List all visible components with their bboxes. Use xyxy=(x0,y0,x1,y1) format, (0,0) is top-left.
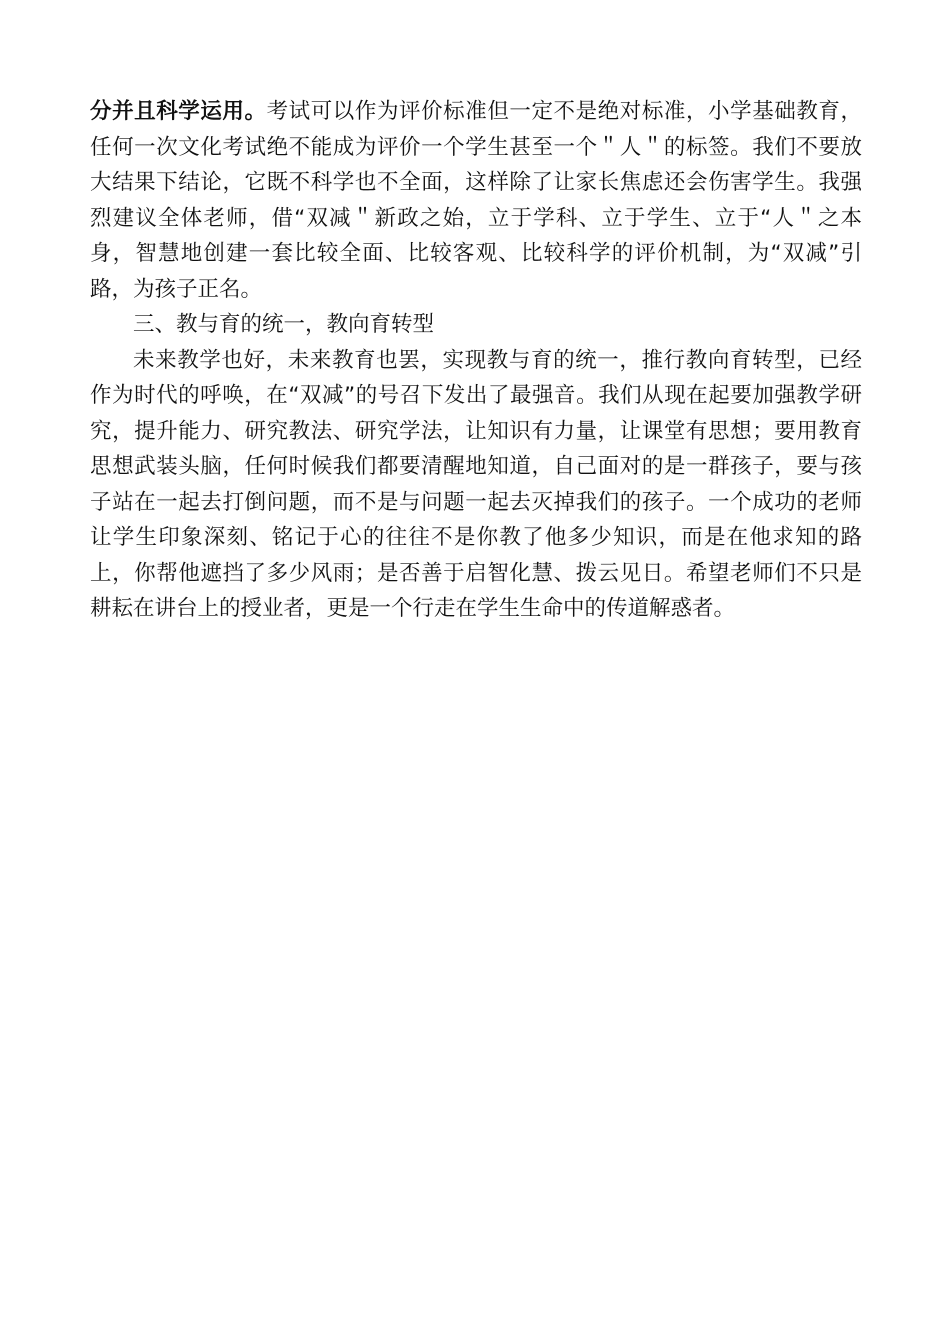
paragraph-evaluation-text: 考试可以作为评价标准但一定不是绝对标准，小学基础教育，任何一次文化考试绝不能成为评价一个学生甚至一个＂人＂的标签。我们不要放大结果下结论，它既不科学也不全面，这样除了让家长焦虑还会伤害学生。我强烈建议全体老师，借“双减＂新政之始，立于学科、立于学生、立于“人＂之本身，智慧地创建一套比较全面、比较客观、比较科学的评价机制，为“双减”引路，为孩子正名。 xyxy=(90,99,862,302)
section-heading-3: 三、教与育的统一，教向育转型 xyxy=(133,312,435,337)
paragraph-evaluation xyxy=(90,94,862,307)
bold-lead-text: 分并且科学运用。 xyxy=(90,99,267,124)
document-page xyxy=(90,94,862,627)
paragraph-teaching-unity: 未来教学也好，未来教育也罢，实现教与育的统一，推行教向育转型，已经作为时代的呼唤，在“双减”的号召下发出了最强音。我们从现在起要加强教学研究，提升能力、研究教法、研究学法，让知识有力量，让课堂有思想；要用教育思想武装头脑，任何时候我们都要清醒地知道，自己面对的是一群孩子，要与孩子站在一起去打倒问题，而不是与问题一起去灭掉我们的孩子。一个成功的老师让学生印象深刻、铭记于心的往往不是你教了他多少知识，而是在他求知的路上，你帮他遮挡了多少风雨；是否善于启智化慧、拨云见日。希望老师们不只是耕耘在讲台上的授业者，更是一个行走在学生生命中的传道解惑者。 xyxy=(90,347,862,621)
